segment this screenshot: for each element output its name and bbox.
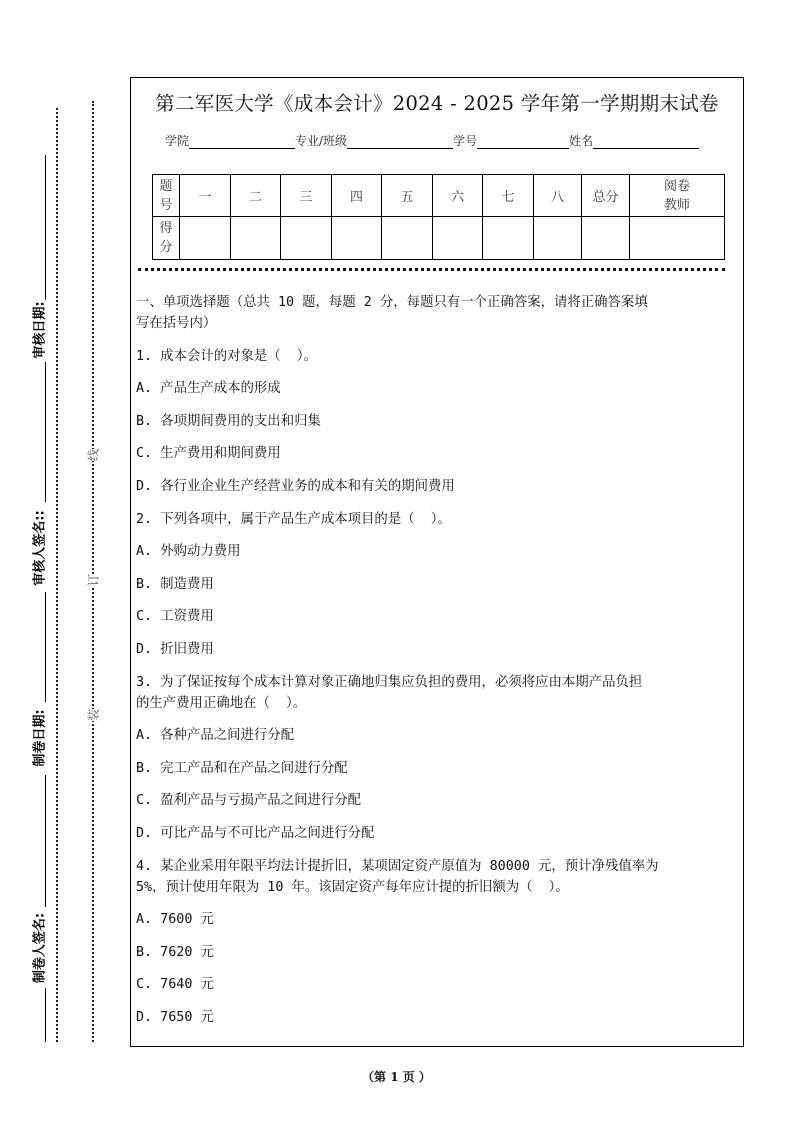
question-4-stem: 4. 某企业采用年限平均法计提折旧，某项固定资产原值为 80000 元，预计净残值率为	[136, 858, 659, 874]
dotted-separator	[138, 268, 725, 271]
page-title: 第二军医大学《成本会计》2024 - 2025 学年第一学期期末试卷	[155, 92, 719, 115]
binding-mark-xian: 线	[83, 449, 104, 461]
question-1-stem: 1. 成本会计的对象是（ ）。	[136, 348, 317, 364]
question-2-option-c: C. 工资费用	[136, 609, 214, 625]
score-cell-3[interactable]	[281, 217, 332, 260]
col-header-6: 六	[433, 175, 483, 217]
col-header-7: 七	[483, 175, 534, 217]
major-class-label: 专业/班级	[295, 134, 348, 148]
score-cell-8[interactable]	[534, 217, 582, 260]
score-cell-7[interactable]	[483, 217, 534, 260]
page-number: （第 1 页 ）	[362, 1070, 431, 1084]
question-2-option-d: D. 折旧费用	[136, 641, 214, 657]
signature-line	[45, 592, 46, 702]
name-field[interactable]	[593, 135, 699, 149]
question-number-row	[153, 175, 725, 217]
student-info-row	[165, 132, 699, 149]
section-heading: 一、单项选择题（总共 10 题，每题 2 分，每题只有一个正确答案，请将正确答案填	[136, 295, 648, 310]
college-label: 学院	[165, 134, 190, 148]
row-header-score: 得 分	[153, 217, 180, 260]
col-header-2: 二	[231, 175, 281, 217]
question-4-option-a: A. 7600 元	[136, 912, 214, 928]
question-2-option-a: A. 外购动力费用	[136, 544, 241, 560]
score-cell-total[interactable]	[582, 217, 630, 260]
student-id-label: 学号	[453, 134, 478, 148]
question-4-stem-cont: 5%，预计使用年限为 10 年。该固定资产每年应计提的折旧额为（ ）。	[136, 879, 569, 895]
question-3-option-d: D. 可比产品与不可比产品之间进行分配	[136, 825, 375, 841]
col-header-1: 一	[180, 175, 231, 217]
col-header-grader: 阅卷 教师	[630, 175, 725, 217]
signature-line	[45, 988, 46, 1042]
exam-paper	[130, 77, 744, 1047]
signature-line	[45, 775, 46, 907]
question-3-option-c: C. 盈利产品与亏损产品之间进行分配	[136, 793, 362, 809]
score-table	[152, 174, 725, 260]
student-id-field[interactable]	[477, 135, 569, 149]
question-content	[136, 292, 737, 1028]
score-cell-6[interactable]	[433, 217, 483, 260]
score-cell-1[interactable]	[180, 217, 231, 260]
col-header-total: 总分	[582, 175, 630, 217]
cut-line-outer	[92, 101, 94, 1042]
question-1-option-a: A. 产品生产成本的形成	[136, 381, 281, 397]
question-2-stem: 2. 下列各项中，属于产品生产成本项目的是（ ）。	[136, 511, 451, 527]
score-cell-5[interactable]	[382, 217, 433, 260]
binding-mark-zhuang: 装	[83, 709, 104, 721]
question-4-option-b: B. 7620 元	[136, 944, 214, 960]
question-1-option-d: D. 各行业企业生产经营业务的成本和有关的期间费用	[136, 478, 455, 494]
question-3-option-a: A. 各种产品之间进行分配	[136, 728, 295, 744]
college-field[interactable]	[189, 135, 295, 149]
name-label: 姓名	[569, 134, 594, 148]
section-heading-cont: 写在括号内）	[136, 316, 217, 331]
row-header-question-number: 题 号	[153, 175, 180, 217]
score-cell-4[interactable]	[332, 217, 382, 260]
signature-line	[45, 362, 46, 502]
question-3-option-b: B. 完工产品和在产品之间进行分配	[136, 760, 348, 776]
signature-line	[45, 155, 46, 300]
score-cell-grader[interactable]	[630, 217, 725, 260]
question-4-option-d: D. 7650 元	[136, 1009, 214, 1025]
major-class-field[interactable]	[347, 135, 453, 149]
question-1-option-c: C. 生产费用和期间费用	[136, 446, 281, 462]
reviewer-signature-label: 审核人签名::	[32, 510, 48, 586]
score-cell-2[interactable]	[231, 217, 281, 260]
question-3-stem-cont: 的生产费用正确地在（ ）。	[136, 695, 307, 711]
preparer-signature-label: 制卷人签名:	[32, 912, 48, 984]
col-header-5: 五	[382, 175, 433, 217]
col-header-3: 三	[281, 175, 332, 217]
question-1-option-b: B. 各项期间费用的支出和归集	[136, 413, 321, 429]
col-header-8: 八	[534, 175, 582, 217]
review-date-label: 审核日期:	[32, 301, 48, 359]
question-3-stem: 3. 为了保证按每个成本计算对象正确地归集应负担的费用，必须将应由本期产品负担	[136, 674, 643, 690]
score-row	[153, 217, 725, 260]
cut-line-inner	[56, 108, 58, 1042]
question-4-option-c: C. 7640 元	[136, 977, 214, 993]
binding-mark-ding: 订	[83, 574, 104, 586]
col-header-4: 四	[332, 175, 382, 217]
question-2-option-b: B. 制造费用	[136, 576, 214, 592]
prep-date-label: 制卷日期:	[32, 709, 48, 767]
